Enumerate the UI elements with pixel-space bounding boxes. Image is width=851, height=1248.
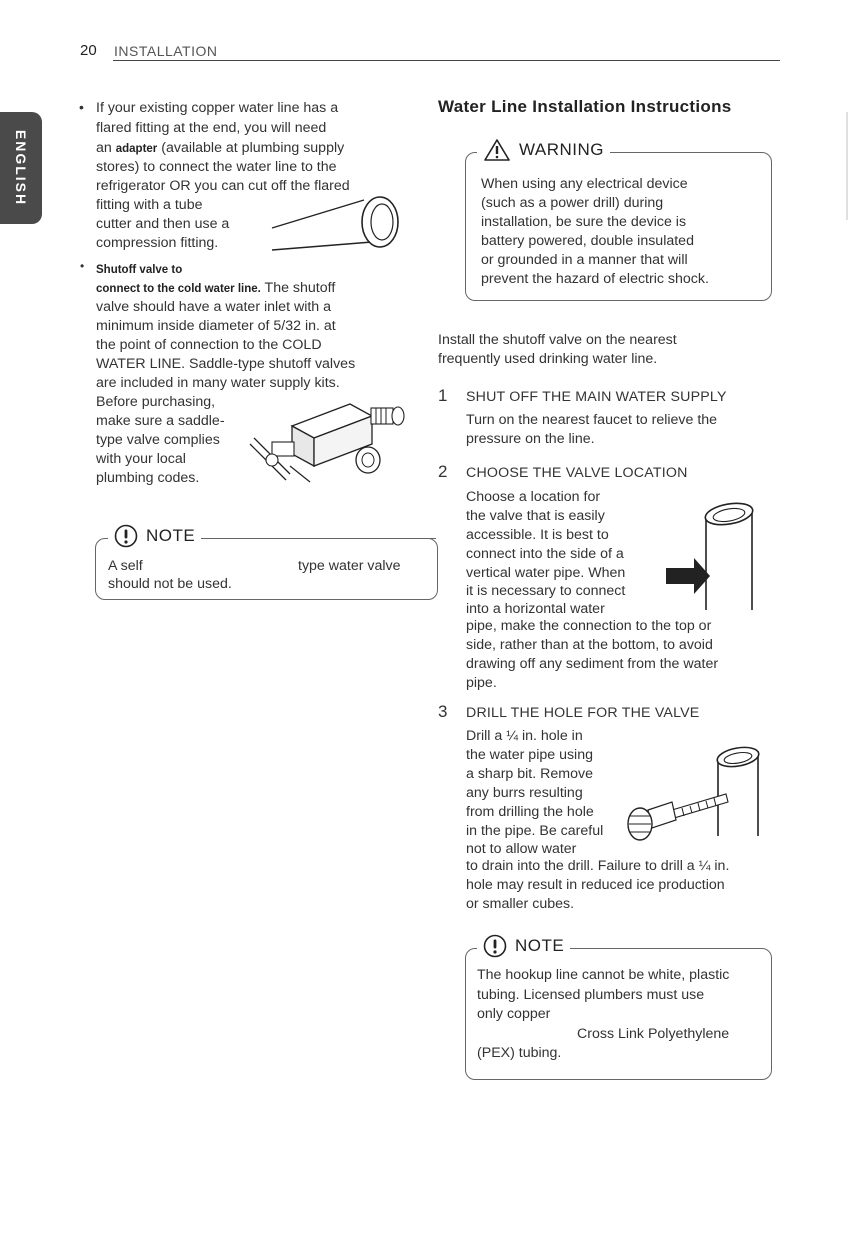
page-header <box>80 42 780 62</box>
note-text: tubing. Licensed plumbers must use <box>477 987 705 1003</box>
step-text: pipe. <box>466 675 497 691</box>
step-text: it is necessary to connect <box>466 583 626 599</box>
bullet2-rest: The shutoff <box>264 280 336 296</box>
saddle-valve-illustration <box>250 398 410 488</box>
step-text: connect into the side of a <box>466 546 624 562</box>
step-text: Drill a ¼ in. hole in <box>466 728 583 744</box>
step-text: any burrs resulting <box>466 785 583 801</box>
step-text: Choose a location for <box>466 489 601 505</box>
bullet2-bold: Shutoff valve to <box>96 264 183 276</box>
note-title: NOTE <box>515 936 565 955</box>
bullet1-line: refrigerator OR you can cut off the flared <box>96 178 350 194</box>
step-text: from drilling the hole <box>466 804 594 820</box>
note-text: only copper <box>477 1006 551 1022</box>
note-text: type water valve <box>298 558 401 574</box>
step-text: in the pipe. Be careful <box>466 823 604 839</box>
exclamation-icon <box>114 524 138 548</box>
tube-cutter-illustration <box>268 192 408 264</box>
warning-text: prevent the hazard of electric shock. <box>481 271 709 287</box>
bullet2-line: Before purchasing, <box>96 394 216 410</box>
warning-text: or grounded in a manner that will <box>481 252 688 268</box>
step-text: pipe, make the connection to the top or <box>466 618 712 634</box>
vertical-pipe-illustration <box>666 495 766 613</box>
bullet2-line: make sure a saddle- <box>96 413 225 429</box>
step-text: the valve that is easily <box>466 508 605 524</box>
warning-text: installation, be sure the device is <box>481 214 687 230</box>
step-number: 3 <box>438 702 448 721</box>
section-title: INSTALLATION <box>114 43 218 59</box>
note-text: Cross Link Polyethylene <box>577 1026 730 1042</box>
step-text: not to allow water <box>466 841 577 857</box>
step-text: into a horizontal water <box>466 601 605 617</box>
note-header-line <box>583 948 760 949</box>
step-text: to drain into the drill. Failure to drill a ¼ in. <box>466 858 730 874</box>
warning-header <box>477 138 610 162</box>
bullet1-line: stores) to connect the water line to the <box>96 159 337 175</box>
note-header-line <box>216 538 436 539</box>
header-rule <box>113 60 780 61</box>
bullet1-an: an <box>96 140 112 156</box>
bullet1-line: flared fitting at the end, you will need <box>96 120 327 136</box>
note-title: NOTE <box>146 526 196 545</box>
warning-text: When using any electrical device <box>481 176 688 192</box>
step-text: accessible. It is best to <box>466 527 609 543</box>
bullet-dot: • <box>79 99 84 115</box>
step-text: a sharp bit. Remove <box>466 766 593 782</box>
bullet2-line: valve should have a water inlet with a <box>96 299 332 315</box>
step-title: SHUT OFF THE MAIN WATER SUPPLY <box>466 389 727 405</box>
note-text: A self <box>108 558 143 574</box>
bullet1-line: cutter and then use a <box>96 216 230 232</box>
step-text: or smaller cubes. <box>466 896 575 912</box>
note-text: (PEX) tubing. <box>477 1045 562 1061</box>
warning-triangle-icon <box>483 138 511 162</box>
intro-text: frequently used drinking water line. <box>438 351 658 367</box>
instructions-title: Water Line Installation Instructions <box>438 97 732 116</box>
bullet1-line: compression fitting. <box>96 235 219 251</box>
bullet2-line: plumbing codes. <box>96 470 200 486</box>
step-title: CHOOSE THE VALVE LOCATION <box>466 465 688 481</box>
bullet1-line: fitting with a tube <box>96 197 203 213</box>
bullet2-bold: connect to the cold water line. <box>96 283 261 295</box>
bullet2-line: minimum inside diameter of 5/32 in. at <box>96 318 336 334</box>
step-text: vertical water pipe. When <box>466 565 626 581</box>
bullet-dot: • <box>80 259 85 273</box>
note-text: The hookup line cannot be white, plastic <box>477 967 730 983</box>
step-text: pressure on the line. <box>466 431 595 447</box>
language-tab <box>0 112 42 224</box>
bullet1-line <box>96 139 344 160</box>
edge-mark <box>846 112 848 220</box>
bullet2-line: type valve complies <box>96 432 220 448</box>
bullet2-line: with your local <box>96 451 186 467</box>
bullet2-line: are included in many water supply kits. <box>96 375 340 391</box>
bullet2-line: the point of connection to the COLD <box>96 337 322 353</box>
warning-text: battery powered, double insulated <box>481 233 694 249</box>
bullet2-line <box>96 279 335 300</box>
warning-header-line <box>622 152 760 153</box>
note-text: should not be used. <box>108 576 232 592</box>
page-number: 20 <box>80 42 97 59</box>
step-text: hole may result in reduced ice production <box>466 877 725 893</box>
note-header <box>108 524 201 548</box>
language-label: ENGLISH <box>13 129 29 207</box>
bullet1-bold: adapter <box>115 143 158 155</box>
step-number: 1 <box>438 386 448 405</box>
step-text: the water pipe using <box>466 747 593 763</box>
warning-text: (such as a power drill) during <box>481 195 664 211</box>
step-text: Turn on the nearest faucet to relieve the <box>466 412 718 428</box>
intro-text: Install the shutoff valve on the nearest <box>438 332 677 348</box>
step-text: drawing off any sediment from the water <box>466 656 719 672</box>
step-number: 2 <box>438 462 448 481</box>
step-title: DRILL THE HOLE FOR THE VALVE <box>466 705 700 721</box>
drill-pipe-illustration <box>626 740 766 840</box>
bullet1-line: If your existing copper water line has a <box>96 100 339 116</box>
bullet2-line: WATER LINE. Saddle-type shutoff valves <box>96 356 356 372</box>
step-text: side, rather than at the bottom, to avoid <box>466 637 713 653</box>
warning-title: WARNING <box>519 140 605 159</box>
exclamation-icon <box>483 934 507 958</box>
bullet1-rest: (available at plumbing supply <box>161 140 345 156</box>
note-header <box>477 934 570 958</box>
